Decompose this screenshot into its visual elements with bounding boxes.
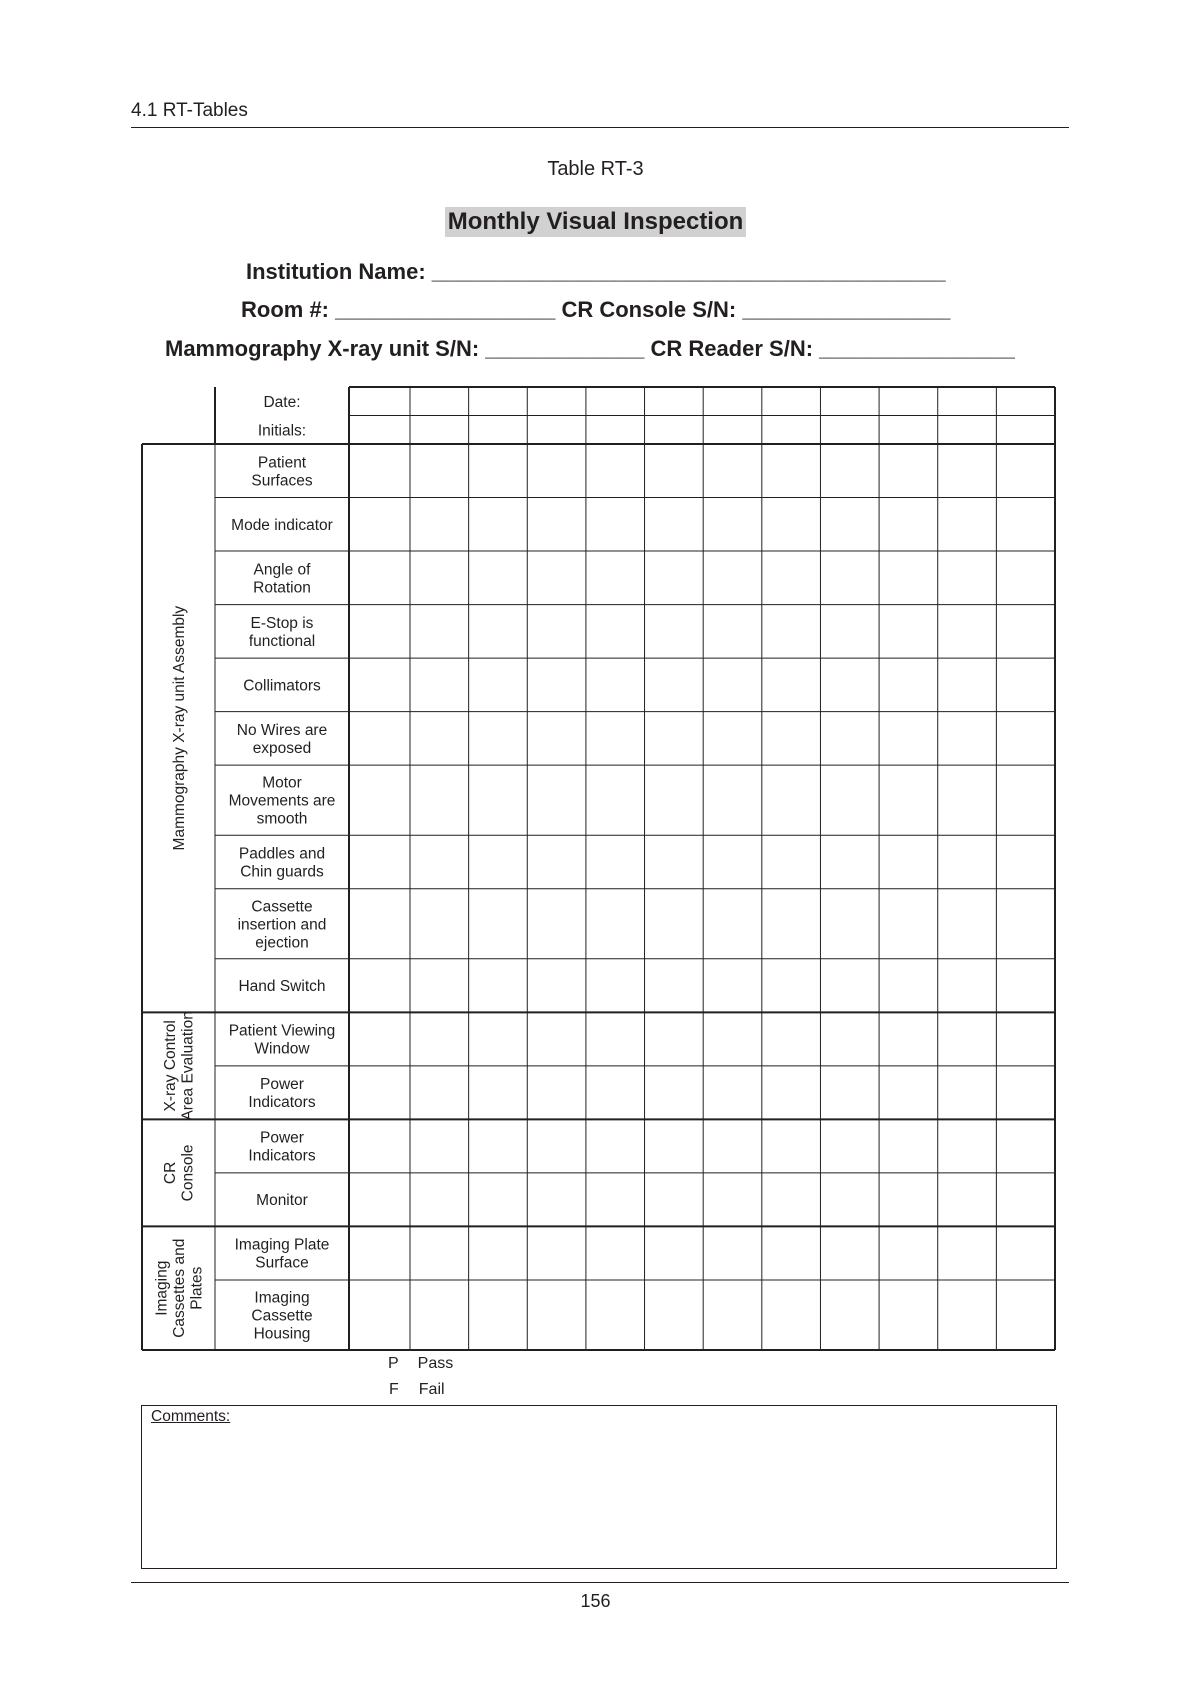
check-cell[interactable] [529, 837, 584, 887]
check-cell[interactable] [705, 607, 760, 657]
check-cell[interactable] [940, 1014, 995, 1064]
check-cell[interactable] [998, 767, 1053, 833]
check-cell[interactable] [588, 1014, 643, 1064]
check-cell[interactable] [822, 660, 877, 710]
check-cell[interactable] [529, 1121, 584, 1171]
check-cell[interactable] [529, 1282, 584, 1348]
date-cell-6[interactable] [647, 389, 702, 414]
check-cell[interactable] [764, 553, 819, 603]
check-cell[interactable] [764, 660, 819, 710]
check-cell[interactable] [940, 714, 995, 764]
check-cell[interactable] [822, 714, 877, 764]
footer-rule [131, 1582, 1069, 1583]
comments-box[interactable] [141, 1405, 1057, 1569]
inspection-item-label: Power Indicators [248, 1076, 316, 1112]
check-cell[interactable] [647, 1175, 702, 1225]
check-cell[interactable] [529, 891, 584, 957]
check-cell[interactable] [529, 714, 584, 764]
check-cell[interactable] [471, 1282, 526, 1348]
date-cell-5[interactable] [588, 389, 643, 414]
check-cell[interactable] [351, 1014, 408, 1064]
check-cell[interactable] [822, 1282, 877, 1348]
check-cell[interactable] [705, 891, 760, 957]
check-cell[interactable] [940, 1282, 995, 1348]
check-cell[interactable] [881, 1121, 936, 1171]
check-cell[interactable] [529, 500, 584, 550]
date-cell-12[interactable] [998, 389, 1053, 414]
check-cell[interactable] [529, 1175, 584, 1225]
check-cell[interactable] [881, 1014, 936, 1064]
check-cell[interactable] [998, 660, 1053, 710]
check-cell[interactable] [471, 1175, 526, 1225]
check-cell[interactable] [647, 660, 702, 710]
date-label: Date: [263, 393, 301, 411]
check-cell[interactable] [705, 1121, 760, 1171]
inspection-item-label: Cassette insertion and ejection [237, 898, 327, 952]
check-cell[interactable] [940, 660, 995, 710]
check-cell[interactable] [647, 607, 702, 657]
check-cell[interactable] [471, 1068, 526, 1118]
check-cell[interactable] [705, 1282, 760, 1348]
check-cell[interactable] [940, 446, 995, 496]
check-cell[interactable] [588, 607, 643, 657]
check-cell[interactable] [940, 767, 995, 833]
check-cell[interactable] [998, 553, 1053, 603]
check-cell[interactable] [822, 1175, 877, 1225]
check-cell[interactable] [351, 891, 408, 957]
check-cell[interactable] [471, 500, 526, 550]
check-cell[interactable] [881, 1068, 936, 1118]
check-cell[interactable] [471, 607, 526, 657]
check-cell[interactable] [471, 1228, 526, 1278]
check-cell[interactable] [998, 1282, 1053, 1348]
check-cell[interactable] [705, 660, 760, 710]
initials-cell-9[interactable] [822, 418, 877, 443]
check-cell[interactable] [881, 714, 936, 764]
check-cell[interactable] [822, 1014, 877, 1064]
legend-fail-code: F [389, 1381, 399, 1398]
date-cell-1[interactable] [351, 389, 408, 414]
check-cell[interactable] [940, 1228, 995, 1278]
check-cell[interactable] [705, 446, 760, 496]
legend-pass [388, 1355, 453, 1373]
check-cell[interactable] [412, 1014, 467, 1064]
initials-cell-8[interactable] [764, 418, 819, 443]
check-cell[interactable] [998, 1068, 1053, 1118]
check-cell[interactable] [998, 1175, 1053, 1225]
check-cell[interactable] [998, 891, 1053, 957]
date-cell-9[interactable] [822, 389, 877, 414]
inspection-item-label: Collimators [243, 677, 321, 695]
check-cell[interactable] [998, 1228, 1053, 1278]
check-cell[interactable] [412, 1068, 467, 1118]
check-cell[interactable] [588, 1068, 643, 1118]
legend-pass-code: P [388, 1355, 399, 1372]
inspection-item-label: No Wires are exposed [236, 721, 328, 757]
group-label-3: CRConsole [162, 1144, 197, 1202]
table-label: Table RT-3 [547, 158, 644, 180]
date-cell-3[interactable] [471, 389, 526, 414]
initials-cell-7[interactable] [705, 418, 760, 443]
check-cell[interactable] [588, 714, 643, 764]
check-cell[interactable] [588, 660, 643, 710]
date-cell-8[interactable] [764, 389, 819, 414]
check-cell[interactable] [588, 837, 643, 887]
check-cell[interactable] [351, 1175, 408, 1225]
inspection-item-label: Angle of Rotation [253, 561, 311, 597]
check-cell[interactable] [412, 660, 467, 710]
check-cell[interactable] [998, 1014, 1053, 1064]
check-cell[interactable] [412, 1282, 467, 1348]
initials-cell-2[interactable] [412, 418, 467, 443]
check-cell[interactable] [588, 1175, 643, 1225]
check-cell[interactable] [588, 500, 643, 550]
check-cell[interactable] [940, 891, 995, 957]
check-cell[interactable] [705, 1068, 760, 1118]
check-cell[interactable] [940, 961, 995, 1011]
inspection-item-label: Patient Surfaces [251, 454, 313, 490]
check-cell[interactable] [647, 500, 702, 550]
check-cell[interactable] [822, 446, 877, 496]
check-cell[interactable] [881, 891, 936, 957]
unit-reader-field[interactable]: Mammography X-ray unit S/N: _____________ CR Reader S/N: ________________ [165, 336, 1015, 361]
check-cell[interactable] [471, 1014, 526, 1064]
check-cell[interactable] [471, 837, 526, 887]
check-cell[interactable] [881, 446, 936, 496]
check-cell[interactable] [412, 446, 467, 496]
check-cell[interactable] [940, 500, 995, 550]
check-cell[interactable] [940, 553, 995, 603]
check-cell[interactable] [764, 891, 819, 957]
check-cell[interactable] [647, 837, 702, 887]
inspection-item-label: Motor Movements are smooth [228, 774, 336, 828]
check-cell[interactable] [471, 553, 526, 603]
check-cell[interactable] [822, 500, 877, 550]
check-cell[interactable] [471, 961, 526, 1011]
check-cell[interactable] [588, 767, 643, 833]
check-cell[interactable] [764, 1121, 819, 1171]
inspection-grid [141, 386, 1057, 1352]
check-cell[interactable] [412, 1228, 467, 1278]
check-cell[interactable] [998, 837, 1053, 887]
check-cell[interactable] [705, 714, 760, 764]
check-cell[interactable] [881, 837, 936, 887]
check-cell[interactable] [412, 553, 467, 603]
check-cell[interactable] [998, 1121, 1053, 1171]
check-cell[interactable] [764, 767, 819, 833]
check-cell[interactable] [705, 837, 760, 887]
check-cell[interactable] [998, 446, 1053, 496]
page-number: 156 [580, 1591, 611, 1611]
check-cell[interactable] [764, 1175, 819, 1225]
check-cell[interactable] [471, 714, 526, 764]
check-cell[interactable] [588, 891, 643, 957]
date-cell-11[interactable] [940, 389, 995, 414]
check-cell[interactable] [647, 1282, 702, 1348]
check-cell[interactable] [881, 961, 936, 1011]
check-cell[interactable] [529, 660, 584, 710]
check-cell[interactable] [351, 1282, 408, 1348]
check-cell[interactable] [647, 553, 702, 603]
check-cell[interactable] [588, 1121, 643, 1171]
title-wrap [0, 207, 1191, 237]
check-cell[interactable] [998, 500, 1053, 550]
inspection-item-label: Imaging Plate Surface [234, 1236, 330, 1272]
check-cell[interactable] [764, 961, 819, 1011]
check-cell[interactable] [588, 446, 643, 496]
check-cell[interactable] [764, 1282, 819, 1348]
check-cell[interactable] [647, 961, 702, 1011]
check-cell[interactable] [940, 1175, 995, 1225]
check-cell[interactable] [705, 1228, 760, 1278]
check-cell[interactable] [529, 961, 584, 1011]
check-cell[interactable] [822, 837, 877, 887]
check-cell[interactable] [881, 1228, 936, 1278]
check-cell[interactable] [412, 891, 467, 957]
initials-cell-12[interactable] [998, 418, 1053, 443]
section-header: 4.1 RT-Tables [131, 100, 248, 121]
check-cell[interactable] [764, 714, 819, 764]
check-cell[interactable] [351, 446, 408, 496]
group-label-1: Mammography X-ray unit Assembly [171, 605, 188, 851]
initials-label: Initials: [257, 422, 307, 440]
check-cell[interactable] [881, 767, 936, 833]
check-cell[interactable] [881, 1175, 936, 1225]
legend-pass-meaning: Pass [417, 1355, 454, 1372]
check-cell[interactable] [764, 837, 819, 887]
check-cell[interactable] [998, 961, 1053, 1011]
check-cell[interactable] [705, 1014, 760, 1064]
check-cell[interactable] [881, 607, 936, 657]
inspection-item-label: Monitor [256, 1192, 308, 1210]
check-cell[interactable] [822, 961, 877, 1011]
check-cell[interactable] [705, 500, 760, 550]
check-cell[interactable] [881, 1282, 936, 1348]
check-cell[interactable] [705, 553, 760, 603]
page-title: Monthly Visual Inspection [445, 207, 747, 237]
inspection-item-label: Patient Viewing Window [228, 1022, 336, 1058]
inspection-item-label: Hand Switch [238, 978, 326, 996]
check-cell[interactable] [998, 714, 1053, 764]
date-cell-4[interactable] [529, 389, 584, 414]
check-cell[interactable] [351, 500, 408, 550]
check-cell[interactable] [471, 446, 526, 496]
check-cell[interactable] [647, 1068, 702, 1118]
check-cell[interactable] [822, 767, 877, 833]
initials-cell-5[interactable] [588, 418, 643, 443]
initials-cell-10[interactable] [881, 418, 936, 443]
check-cell[interactable] [647, 891, 702, 957]
check-cell[interactable] [351, 1228, 408, 1278]
check-cell[interactable] [412, 500, 467, 550]
check-cell[interactable] [412, 714, 467, 764]
date-cell-10[interactable] [881, 389, 936, 414]
check-cell[interactable] [351, 553, 408, 603]
initials-cell-1[interactable] [351, 418, 408, 443]
check-cell[interactable] [588, 1282, 643, 1348]
check-cell[interactable] [351, 1121, 408, 1171]
initials-cell-6[interactable] [647, 418, 702, 443]
check-cell[interactable] [351, 1068, 408, 1118]
check-cell[interactable] [529, 1014, 584, 1064]
check-cell[interactable] [822, 1068, 877, 1118]
check-cell[interactable] [764, 500, 819, 550]
check-cell[interactable] [529, 767, 584, 833]
inspection-item-label: E-Stop is functional [248, 614, 316, 650]
check-cell[interactable] [822, 553, 877, 603]
check-cell[interactable] [471, 891, 526, 957]
comments-label: Comments: [151, 1408, 231, 1425]
check-cell[interactable] [529, 553, 584, 603]
check-cell[interactable] [881, 500, 936, 550]
check-cell[interactable] [647, 767, 702, 833]
inspection-item-label: Imaging Cassette Housing [251, 1289, 313, 1343]
check-cell[interactable] [351, 837, 408, 887]
check-cell[interactable] [471, 767, 526, 833]
check-cell[interactable] [529, 446, 584, 496]
check-cell[interactable] [588, 961, 643, 1011]
check-cell[interactable] [940, 1068, 995, 1118]
initials-cell-11[interactable] [940, 418, 995, 443]
group-label-2: X-ray ControlArea Evaluation [162, 1011, 197, 1121]
initials-cell-4[interactable] [529, 418, 584, 443]
check-cell[interactable] [764, 1228, 819, 1278]
check-cell[interactable] [881, 660, 936, 710]
check-cell[interactable] [705, 961, 760, 1011]
check-cell[interactable] [412, 1121, 467, 1171]
check-cell[interactable] [647, 1121, 702, 1171]
room-console-field[interactable]: Room #: __________________ CR Console S/N: _________________ [241, 297, 951, 322]
date-cell-2[interactable] [412, 389, 467, 414]
check-cell[interactable] [647, 446, 702, 496]
inspection-item-label: Power Indicators [248, 1129, 316, 1165]
check-cell[interactable] [822, 1228, 877, 1278]
check-cell[interactable] [705, 767, 760, 833]
check-cell[interactable] [647, 1014, 702, 1064]
check-cell[interactable] [412, 1175, 467, 1225]
check-cell[interactable] [647, 1228, 702, 1278]
check-cell[interactable] [351, 961, 408, 1011]
inspection-item-label: Paddles and Chin guards [238, 845, 326, 881]
legend-fail [389, 1381, 445, 1399]
check-cell[interactable] [822, 1121, 877, 1171]
check-cell[interactable] [471, 660, 526, 710]
check-cell[interactable] [529, 1068, 584, 1118]
group-label-4: ImagingCassettes andPlates [153, 1238, 206, 1338]
check-cell[interactable] [940, 1121, 995, 1171]
check-cell[interactable] [764, 1068, 819, 1118]
legend-fail-meaning: Fail [418, 1381, 445, 1398]
check-cell[interactable] [529, 607, 584, 657]
check-cell[interactable] [764, 446, 819, 496]
check-cell[interactable] [647, 714, 702, 764]
check-cell[interactable] [412, 961, 467, 1011]
date-cell-7[interactable] [705, 389, 760, 414]
check-cell[interactable] [351, 714, 408, 764]
check-cell[interactable] [822, 891, 877, 957]
check-cell[interactable] [940, 607, 995, 657]
check-cell[interactable] [529, 1228, 584, 1278]
check-cell[interactable] [764, 607, 819, 657]
check-cell[interactable] [998, 607, 1053, 657]
check-cell[interactable] [412, 837, 467, 887]
check-cell[interactable] [822, 607, 877, 657]
check-cell[interactable] [412, 767, 467, 833]
check-cell[interactable] [351, 607, 408, 657]
check-cell[interactable] [588, 553, 643, 603]
check-cell[interactable] [940, 837, 995, 887]
check-cell[interactable] [705, 1175, 760, 1225]
check-cell[interactable] [588, 1228, 643, 1278]
check-cell[interactable] [351, 767, 408, 833]
check-cell[interactable] [412, 607, 467, 657]
check-cell[interactable] [881, 553, 936, 603]
check-cell[interactable] [351, 660, 408, 710]
check-cell[interactable] [764, 1014, 819, 1064]
header-rule [131, 127, 1069, 128]
initials-cell-3[interactable] [471, 418, 526, 443]
check-cell[interactable] [471, 1121, 526, 1171]
institution-name-field[interactable]: Institution Name: __________________________________________ [246, 259, 946, 284]
inspection-item-label: Mode indicator [231, 516, 333, 534]
